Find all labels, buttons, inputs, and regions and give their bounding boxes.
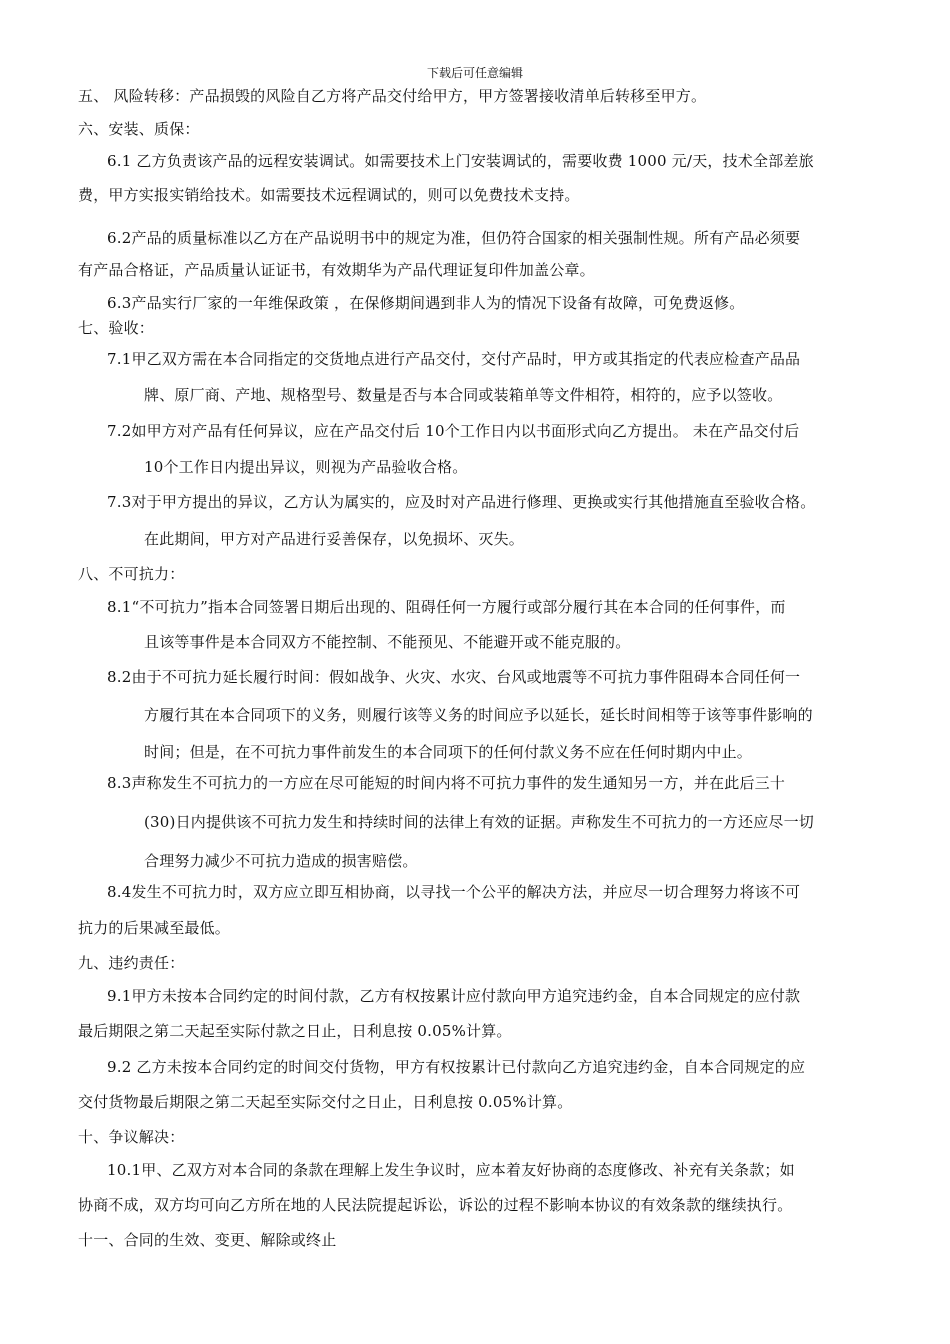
clause-8-4-line-1: 8.4发生不可抗力时，双方应立即互相协商，以寻找一个公平的解决方法，并应尽一切合理努力将该不可 xyxy=(107,883,801,901)
clause-7-2-line-1: 7.2如甲方对产品有任何异议，应在产品交付后 10个工作日内以书面形式向乙方提出。 未在产品交付后 xyxy=(107,422,800,440)
clause-6-2-line-2: 有产品合格证，产品质量认证证书，有效期华为产品代理证复印件加盖公章。 xyxy=(78,261,595,279)
clause-10-1-line-2: 协商不成，双方均可向乙方所在地的人民法院提起诉讼，诉讼的过程不影响本协议的有效条款的继续执行。 xyxy=(78,1196,793,1214)
section-11-heading: 十一、合同的生效、变更、解除或终止 xyxy=(78,1231,337,1249)
clause-8-2-line-2: 方履行其在本合同项下的义务，则履行该等义务的时间应予以延长，延长时间相等于该等事件影响的 xyxy=(144,706,813,724)
clause-9-2-line-2: 交付货物最后期限之第二天起至实际交付之日止，日利息按 0.05%计算。 xyxy=(78,1093,573,1111)
clause-8-1-line-2: 且该等事件是本合同双方不能控制、不能预见、不能避开或不能克服的。 xyxy=(144,633,631,651)
clause-8-2-line-1: 8.2由于不可抗力延长履行时间：假如战争、火灾、水灾、台风或地震等不可抗力事件阻碍本合同任何一 xyxy=(107,668,801,686)
clause-7-2-line-2: 10个工作日内提出异议，则视为产品验收合格。 xyxy=(144,458,468,476)
clause-10-1-line-1: 10.1甲、乙双方对本合同的条款在理解上发生争议时，应本着友好协商的态度修改、补充有关条款；如 xyxy=(107,1161,795,1179)
section-5-risk-transfer: 五、 风险转移：产品损毁的风险自乙方将产品交付给甲方，甲方签署接收清单后转移至甲方。 xyxy=(78,87,707,105)
section-10-heading: 十、争议解决： xyxy=(78,1128,185,1146)
section-9-heading: 九、违约责任： xyxy=(78,954,185,972)
clause-6-2-line-1: 6.2产品的质量标准以乙方在产品说明书中的规定为准，但仍符合国家的相关强制性规。所有产品必须要 xyxy=(107,229,801,247)
section-6-heading: 六、安装、质保： xyxy=(78,120,200,138)
clause-8-4-line-2: 抗力的后果减至最低。 xyxy=(78,919,231,937)
clause-7-3-line-2: 在此期间，甲方对产品进行妥善保存，以免损坏、灭失。 xyxy=(144,530,525,548)
clause-8-3-line-3: 合理努力减少不可抗力造成的损害赔偿。 xyxy=(144,852,418,870)
section-7-heading: 七、验收： xyxy=(78,319,155,337)
clause-8-3-line-1: 8.3声称发生不可抗力的一方应在尽可能短的时间内将不可抗力事件的发生通知另一方，并在此后三十 xyxy=(107,774,786,792)
section-8-heading: 八、不可抗力： xyxy=(78,565,185,583)
clause-9-1-line-1: 9.1甲方未按本合同约定的时间付款，乙方有权按累计应付款向甲方追究违约金，自本合同规定的应付款 xyxy=(107,987,801,1005)
clause-9-1-line-2: 最后期限之第二天起至实际付款之日止，日利息按 0.05%计算。 xyxy=(78,1022,512,1040)
clause-8-2-line-3: 时间；但是，在不可抗力事件前发生的本合同项下的任何付款义务不应在任何时期内中止。 xyxy=(144,743,753,761)
clause-6-3: 6.3产品实行厂家的一年维保政策 ，在保修期间遇到非人为的情况下设备有故障，可免费返修。 xyxy=(107,294,745,312)
clause-9-2-line-1: 9.2 乙方未按本合同约定的时间交付货物，甲方有权按累计已付款向乙方追究违约金，自本合同规定的应 xyxy=(107,1058,806,1076)
clause-7-1-line-2: 牌、原厂商、产地、规格型号、数量是否与本合同或装箱单等文件相符，相符的，应予以签收。 xyxy=(144,386,783,404)
clause-6-1-line-2: 费，甲方实报实销给技术。如需要技术远程调试的，则可以免费技术支持。 xyxy=(78,186,580,204)
download-edit-note: 下载后可任意编辑 xyxy=(426,66,523,80)
clause-8-3-line-2: (30)日内提供该不可抗力发生和持续时间的法律上有效的证据。声称发生不可抗力的一方还应尽一切 xyxy=(144,813,814,831)
clause-8-1-line-1: 8.1“不可抗力”指本合同签署日期后出现的、阻碍任何一方履行或部分履行其在本合同的任何事件，而 xyxy=(107,598,786,616)
clause-7-1-line-1: 7.1甲乙双方需在本合同指定的交货地点进行产品交付，交付产品时，甲方或其指定的代表应检查产品品 xyxy=(107,350,801,368)
clause-7-3-line-1: 7.3对于甲方提出的异议，乙方认为属实的，应及时对产品进行修理、更换或实行其他措施直至验收合格。 xyxy=(107,493,816,511)
clause-6-1-line-1: 6.1 乙方负责该产品的远程安装调试。如需要技术上门安装调试的，需要收费 1000 元/天，技术全部差旅 xyxy=(107,152,814,170)
